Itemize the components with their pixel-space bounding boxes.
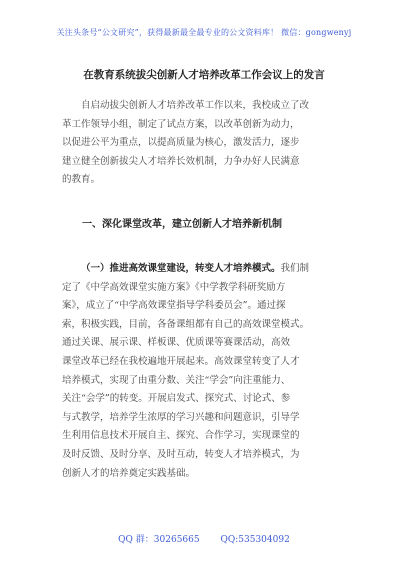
section-heading: 一、深化课堂改革，建立创新人才培养新机制 [82,219,282,230]
paragraph-line: 以促进公平为重点，以提高质量为核心，激发活力，逐步 [62,137,300,149]
paragraph-line: 培养模式，实现了由重分数、关注“学会”向注重能力、 [62,374,291,386]
promo-banner: 关注头条号“公文研究”，获得最新最全最专业的公文资料库！ 微信：gongwenyj [56,28,352,37]
footer-contact [0,532,408,545]
paragraph-line: 创新人才的培养奠定实践基础。 [62,467,196,479]
paragraph-line: 自启动拔尖创新人才培养改革工作以来，我校成立了改 [81,100,310,111]
paragraph-line: 生利用信息技术开展自主、探究、合作学习，实现课堂的 [62,430,300,442]
paragraph-line: 与式教学，培养学生浓厚的学习兴趣和问题意识，引导学 [62,411,300,423]
paragraph-line: 及时反馈、及时分享、及时互动，转变人才培养模式，为 [62,448,300,460]
paragraph-line: 课堂改革已经在我校遍地开展起来。高效课堂转变了人才 [62,355,300,367]
paragraph-line: 革工作领导小组，制定了试点方案，以改革创新为动力， [62,118,300,130]
document-title: 在教育系统拔尖创新人才培养改革工作会议上的发言 [83,69,325,81]
paragraph-line: 案》，成立了“中学高效课堂指导学科委员会”。通过探 [62,300,286,312]
sub-heading: （一）推进高效课堂建设，转变人才培养模式。 [81,263,281,274]
paragraph-line: 索，积极实践，目前，各备课组都有自己的高效课堂模式。 [62,318,310,330]
paragraph-first-line [62,260,362,279]
paragraph-line: 建立健全创新拔尖人才培养长效机制，力争办好人民满意 [62,155,300,167]
intro-paragraph [62,97,362,190]
paragraph-line: 定了《中学高效课堂实施方案》《中学教学科研奖励方 [62,281,286,293]
paragraph-line: 通过关课、展示课、样板课、优质课等赛课活动，高效 [62,337,291,349]
paragraph-line: 关注“会学”的转变。开展启发式、探究式、讨论式、参 [62,393,291,405]
paragraph-line-rest: 我们制 [280,263,310,274]
paragraph-line: 的教育。 [62,174,101,186]
section-paragraph [62,260,362,483]
qq-number: QQ:535304092 [220,535,290,545]
qq-group: QQ 群：30265665 [118,535,200,545]
